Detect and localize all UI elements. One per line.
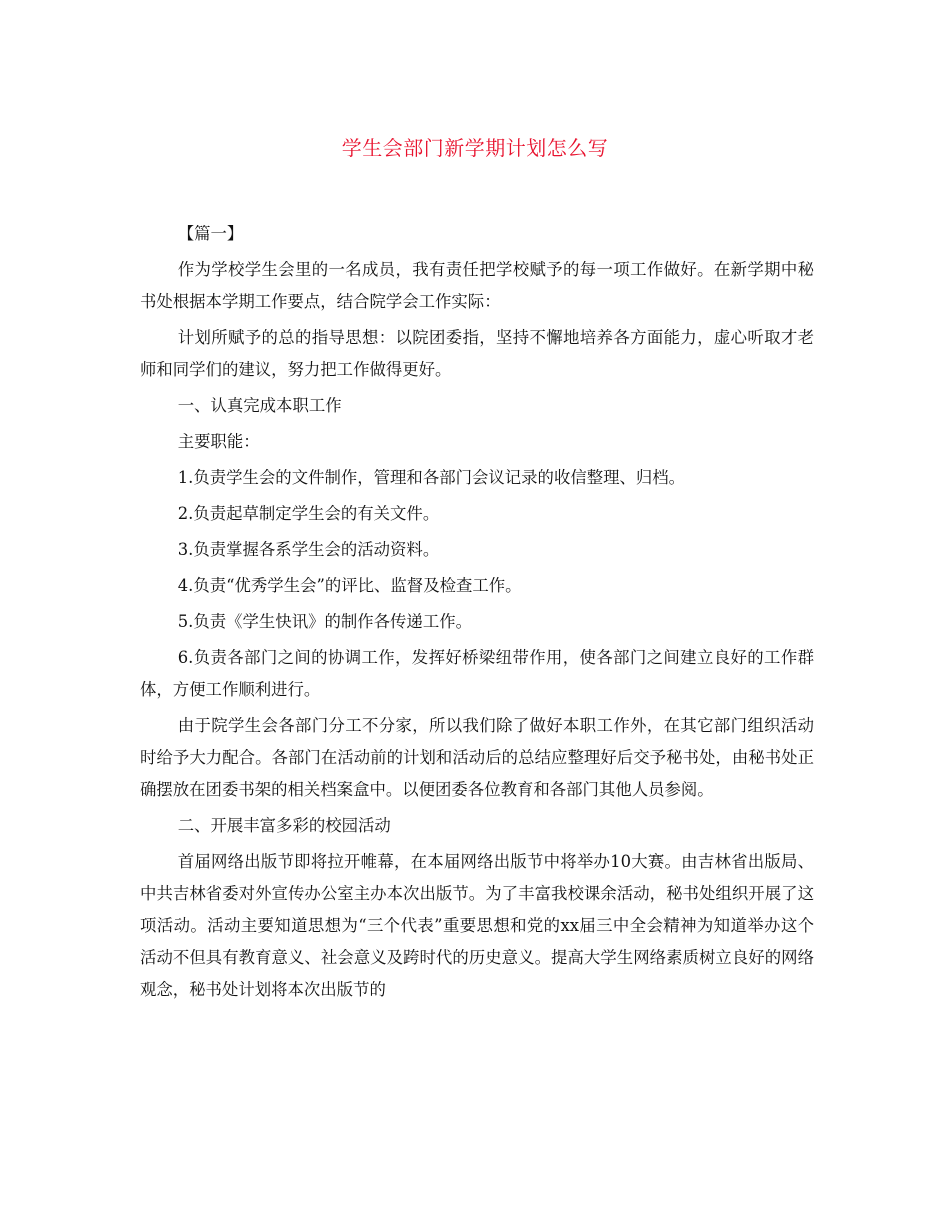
list-item: 1.负责学生会的文件制作，管理和各部门会议记录的收信整理、归档。	[177, 468, 686, 487]
document-body	[140, 218, 814, 1010]
paragraph: 计划所赋予的总的指导思想：以院团委指，坚持不懈地培养各方面能力，虚心听取才老师和同学们的建议，努力把工作做得更好。	[140, 328, 814, 379]
section-heading: 【篇一】	[177, 224, 244, 243]
section-heading: 二、开展丰富多彩的校园活动	[177, 816, 391, 835]
section-heading: 一、认真完成本职工作	[177, 396, 342, 415]
paragraph: 由于院学生会各部门分工不分家，所以我们除了做好本职工作外，在其它部门组织活动时给予大力配合。各部门在活动前的计划和活动后的总结应整理好后交予秘书处，由秘书处正确摆放在团委书架的相关档案盒中。以便团委各位教育和各部门其他人员参阅。	[140, 716, 814, 799]
list-item: 4.负责“优秀学生会”的评比、监督及检查工作。	[177, 576, 522, 595]
list-item: 3.负责掌握各系学生会的活动资料。	[177, 540, 440, 559]
paragraph: 主要职能：	[177, 432, 260, 451]
document-title: 学生会部门新学期计划怎么写	[341, 136, 609, 160]
paragraph: 作为学校学生会里的一名成员，我有责任把学校赋予的每一项工作做好。在新学期中秘书处根据本学期工作要点，结合院学会工作实际：	[140, 260, 814, 311]
list-item: 2.负责起草制定学生会的有关文件。	[177, 504, 440, 523]
list-item: 6.负责各部门之间的协调工作，发挥好桥梁纽带作用，使各部门之间建立良好的工作群体，方便工作顺利进行。	[140, 648, 814, 699]
list-item: 5.负责《学生快讯》的制作各传递工作。	[177, 612, 472, 631]
paragraph: 首届网络出版节即将拉开帷幕，在本届网络出版节中将举办10大赛。由吉林省出版局、中共吉林省委对外宣传办公室主办本次出版节。为了丰富我校课余活动，秘书处组织开展了这项活动。活动主要知道思想为“三个代表”重要思想和党的xx届三中全会精神为知道举办这个活动不但具有教育意义、社会意义及跨时代的历史意义。提高大学生网络素质树立良好的网络观念，秘书处计划将本次出版节的	[140, 852, 814, 999]
